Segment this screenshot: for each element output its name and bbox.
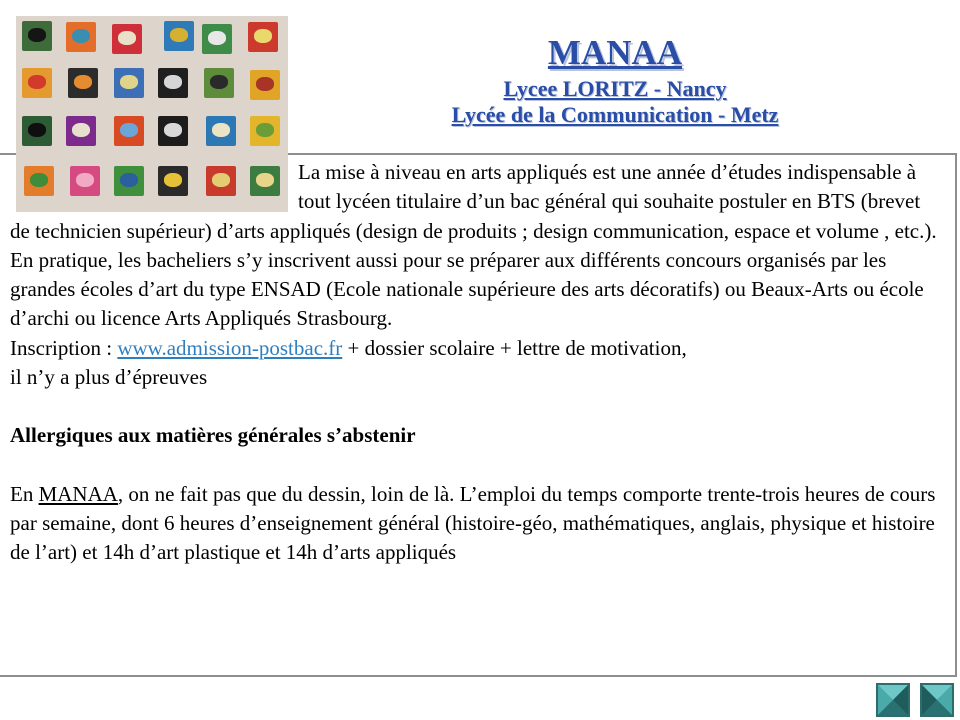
tile-13 (22, 116, 52, 146)
tile-24 (250, 166, 280, 196)
tile-8 (68, 68, 98, 98)
previous-slide-button[interactable] (876, 683, 910, 717)
tile-23 (206, 166, 236, 196)
tile-12 (250, 70, 280, 100)
page-header (300, 30, 930, 128)
animal-tiles-photo (16, 16, 288, 212)
tile-18 (250, 116, 280, 146)
tile-9 (114, 68, 144, 98)
page-title: MANAA (547, 33, 683, 72)
tile-3 (112, 24, 142, 54)
admission-postbac-link[interactable]: www.admission-postbac.fr (117, 335, 343, 360)
schedule-text: , on ne fait pas que du dessin, loin de là. L’emploi du temps comporte trente-trois heures de cours par semaine, dont 6 heures d’enseignement général (histoire-géo, mathématiques, anglais, physique et histoire de l’art) et 14h d’art plastique et 14h d’arts appliqués (10, 481, 936, 565)
tile-2 (66, 22, 96, 52)
subtitle-nancy: Lycee LORITZ - Nancy (503, 76, 727, 101)
tile-11 (204, 68, 234, 98)
inscription-suffix: + dossier scolaire + lettre de motivation, (342, 335, 687, 360)
tile-20 (70, 166, 100, 196)
schedule-prefix: En (10, 481, 39, 506)
tile-14 (66, 116, 96, 146)
tile-6 (248, 22, 278, 52)
tile-17 (206, 116, 236, 146)
tile-19 (24, 166, 54, 196)
subtitle-metz: Lycée de la Communication - Metz (451, 102, 779, 127)
tile-1 (22, 21, 52, 51)
practice-paragraph: En pratique, les bacheliers s’y inscrivent aussi pour se préparer aux différents concours organisés par les grandes écoles d’art du type ENSAD (Ecole nationale supérieure des arts décoratifs) ou Beaux-Arts ou école d’archi ou licence Arts Appliqués Strasbourg. (10, 247, 924, 331)
tile-4 (164, 21, 194, 51)
schedule-paragraph (10, 480, 945, 568)
body-text (10, 158, 945, 568)
warning-heading: Allergiques aux matières générales s’abstenir (10, 423, 416, 448)
tile-10 (158, 68, 188, 98)
nav-prev-icon (878, 685, 908, 715)
manaa-underlined: MANAA (38, 481, 118, 506)
tile-15 (114, 116, 144, 146)
tile-22 (158, 166, 188, 196)
tile-7 (22, 68, 52, 98)
no-exams-line: il n’y a plus d’épreuves (10, 365, 208, 390)
intro-paragraph: La mise à niveau en arts appliqués est une année d’études indispensable à tout lycéen titulaire d’un bac général qui souhaite postuler en BTS (brevet de technicien supérieur) d’arts appliqués (design de produits ; design communication, espace et volume , etc.). (10, 160, 937, 243)
nav-next-icon (922, 685, 952, 715)
inscription-prefix: Inscription : (10, 335, 118, 360)
tile-21 (114, 166, 144, 196)
tile-16 (158, 116, 188, 146)
tile-5 (202, 24, 232, 54)
next-slide-button[interactable] (920, 683, 954, 717)
inscription-line (10, 334, 945, 363)
